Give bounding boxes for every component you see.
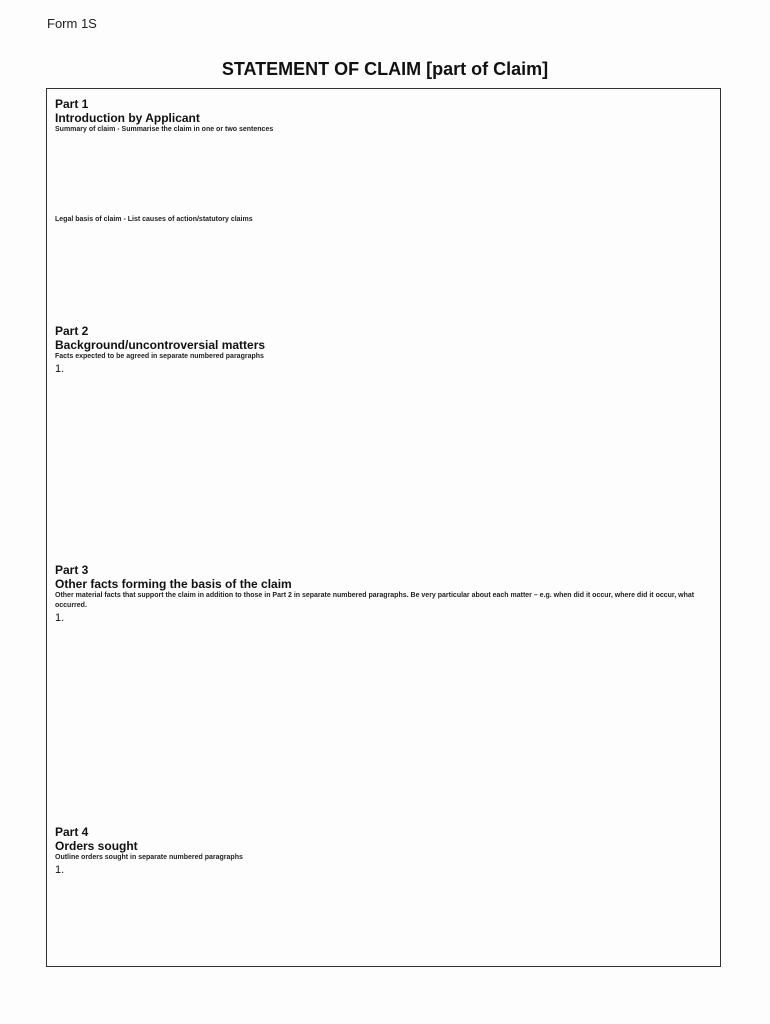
part-4-heading: Orders sought	[55, 839, 138, 853]
part-3-section	[55, 563, 712, 625]
part-4-first-paragraph-number[interactable]: 1.	[55, 864, 65, 876]
part-2-label: Part 2	[55, 324, 89, 338]
claim-form-frame	[46, 88, 721, 967]
part-2-section	[55, 324, 712, 376]
part-4-hint: Outline orders sought in separate numbered paragraphs	[55, 854, 243, 861]
part-4-label: Part 4	[55, 825, 89, 839]
part-3-heading: Other facts forming the basis of the claim	[55, 577, 292, 591]
page-title: STATEMENT OF CLAIM [part of Claim]	[221, 59, 549, 79]
part-1-hint: Summary of claim - Summarise the claim in one or two sentences	[55, 126, 274, 133]
part-3-hint: Other material facts that support the claim in addition to those in Part 2 in separate numbered paragraphs. Be very particular about each matter – e.g. when did it occur, where did it occur, what occurred.	[55, 592, 695, 609]
part-1-section	[55, 97, 712, 135]
part-2-first-paragraph-number[interactable]: 1.	[55, 363, 65, 375]
part-3-first-paragraph-number[interactable]: 1.	[55, 612, 65, 624]
part-4-section	[55, 825, 712, 877]
part-1-legal-basis-hint: Legal basis of claim - List causes of action/statutory claims	[55, 216, 253, 223]
part-1-heading: Introduction by Applicant	[55, 111, 200, 125]
part-2-heading: Background/uncontroversial matters	[55, 338, 266, 352]
part-2-hint: Facts expected to be agreed in separate numbered paragraphs	[55, 353, 264, 360]
part-3-label: Part 3	[55, 563, 89, 577]
form-id: Form 1S	[47, 16, 97, 31]
part-1-label: Part 1	[55, 97, 89, 111]
